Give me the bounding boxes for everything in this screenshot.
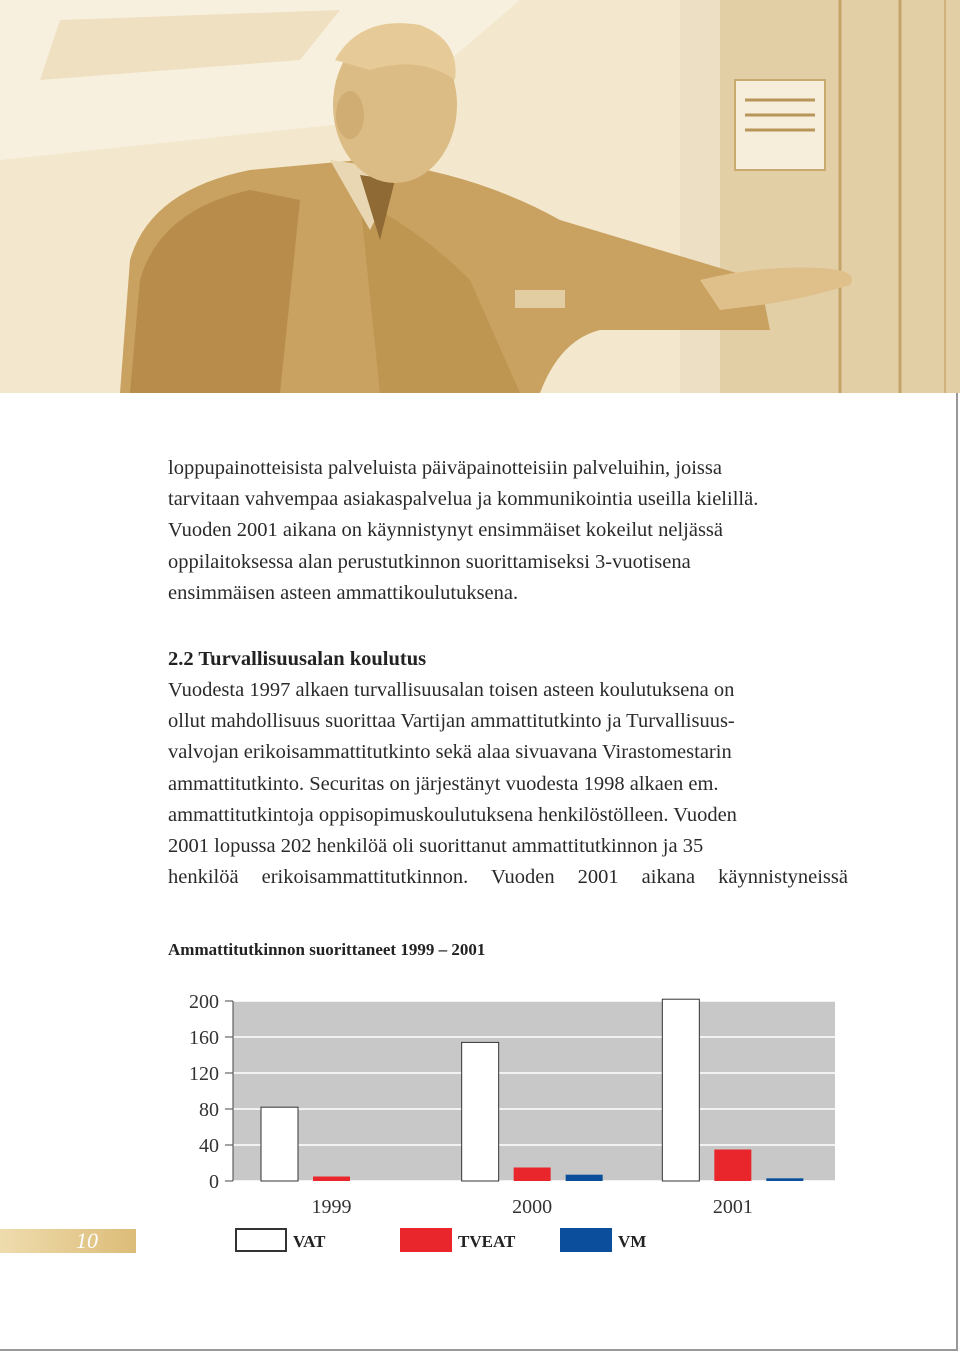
text-line: ollut mahdollisuus suorittaa Vartijan ammattitutkinto ja Turvallisuus- xyxy=(168,710,735,733)
text-line: ensimmäisen asteen ammattikoulutuksena. xyxy=(168,581,519,604)
intro-paragraph xyxy=(168,453,848,609)
page-number: 10 xyxy=(76,1228,98,1253)
x-tick-label: 2000 xyxy=(512,1196,553,1218)
legend-label-tveat: TVEAT xyxy=(458,1232,516,1251)
legend-swatch-vm xyxy=(560,1228,612,1252)
legend-swatch-tveat xyxy=(400,1228,452,1252)
y-tick-label: 0 xyxy=(209,1171,219,1193)
bar-vat-2001 xyxy=(662,999,699,1181)
bar-vat-1999 xyxy=(261,1107,298,1181)
text-line: 2001 lopussa 202 henkilöä oli suorittanut ammattitutkinnon ja 35 xyxy=(168,835,704,858)
text-line: loppupainotteisista palveluista päiväpainotteisiin palveluihin, joissa xyxy=(168,457,722,479)
security-guard-photo-icon xyxy=(0,0,960,393)
text-line: henkilöä erikoisammattitutkinnon. Vuoden 2001 aikana käynnistyneissä xyxy=(168,866,848,889)
y-tick-label: 160 xyxy=(189,1027,219,1049)
x-tick-label: 2001 xyxy=(712,1196,753,1218)
bar-tveat-2001 xyxy=(714,1150,751,1182)
y-tick-label: 200 xyxy=(189,991,219,1013)
text-line: Vuodesta 1997 alkaen turvallisuusalan toisen asteen koulutuksena on xyxy=(168,679,735,701)
y-tick-label: 80 xyxy=(199,1099,219,1121)
bar-tveat-2000 xyxy=(514,1168,551,1182)
bar-vat-2000 xyxy=(462,1042,499,1181)
bar-vm-2000 xyxy=(566,1175,603,1181)
text-line: valvojan erikoisammattitutkinto sekä alaa sivuavana Virastomestarin xyxy=(168,741,732,764)
bar-tveat-1999 xyxy=(313,1177,350,1182)
legend-label-vm: VM xyxy=(618,1232,647,1251)
legend-label-vat: VAT xyxy=(293,1232,326,1251)
y-tick-label: 40 xyxy=(199,1135,219,1157)
text-line: ammattitutkintoja oppisopimuskoulutuksena henkilöstölleen. Vuoden xyxy=(168,803,737,826)
section-heading: 2.2 Turvallisuusalan koulutus xyxy=(168,648,427,670)
bar-vm-2001 xyxy=(766,1178,803,1181)
header-photo xyxy=(0,0,960,393)
section-paragraph xyxy=(168,675,848,893)
legend-swatch-vat xyxy=(235,1228,287,1252)
chart-title: Ammattitutkinnon suorittaneet 1999 – 2001 xyxy=(168,940,486,959)
text-line: oppilaitoksessa alan perustutkinnon suorittamiseksi 3-vuotisena xyxy=(168,550,691,573)
text-line: Vuoden 2001 aikana on käynnistynyt ensimmäiset kokeilut neljässä xyxy=(168,519,724,542)
text-line: ammattitutkinto. Securitas on järjestänyt vuodesta 1998 alkaen em. xyxy=(168,772,719,795)
text-line: tarvitaan vahvempaa asiakaspalvelua ja kommunikointia useilla kielillä. xyxy=(168,488,759,511)
x-tick-label: 1999 xyxy=(311,1196,352,1218)
y-tick-label: 120 xyxy=(189,1063,219,1085)
page-number-bar xyxy=(0,1229,136,1253)
bar-chart xyxy=(160,985,850,1230)
